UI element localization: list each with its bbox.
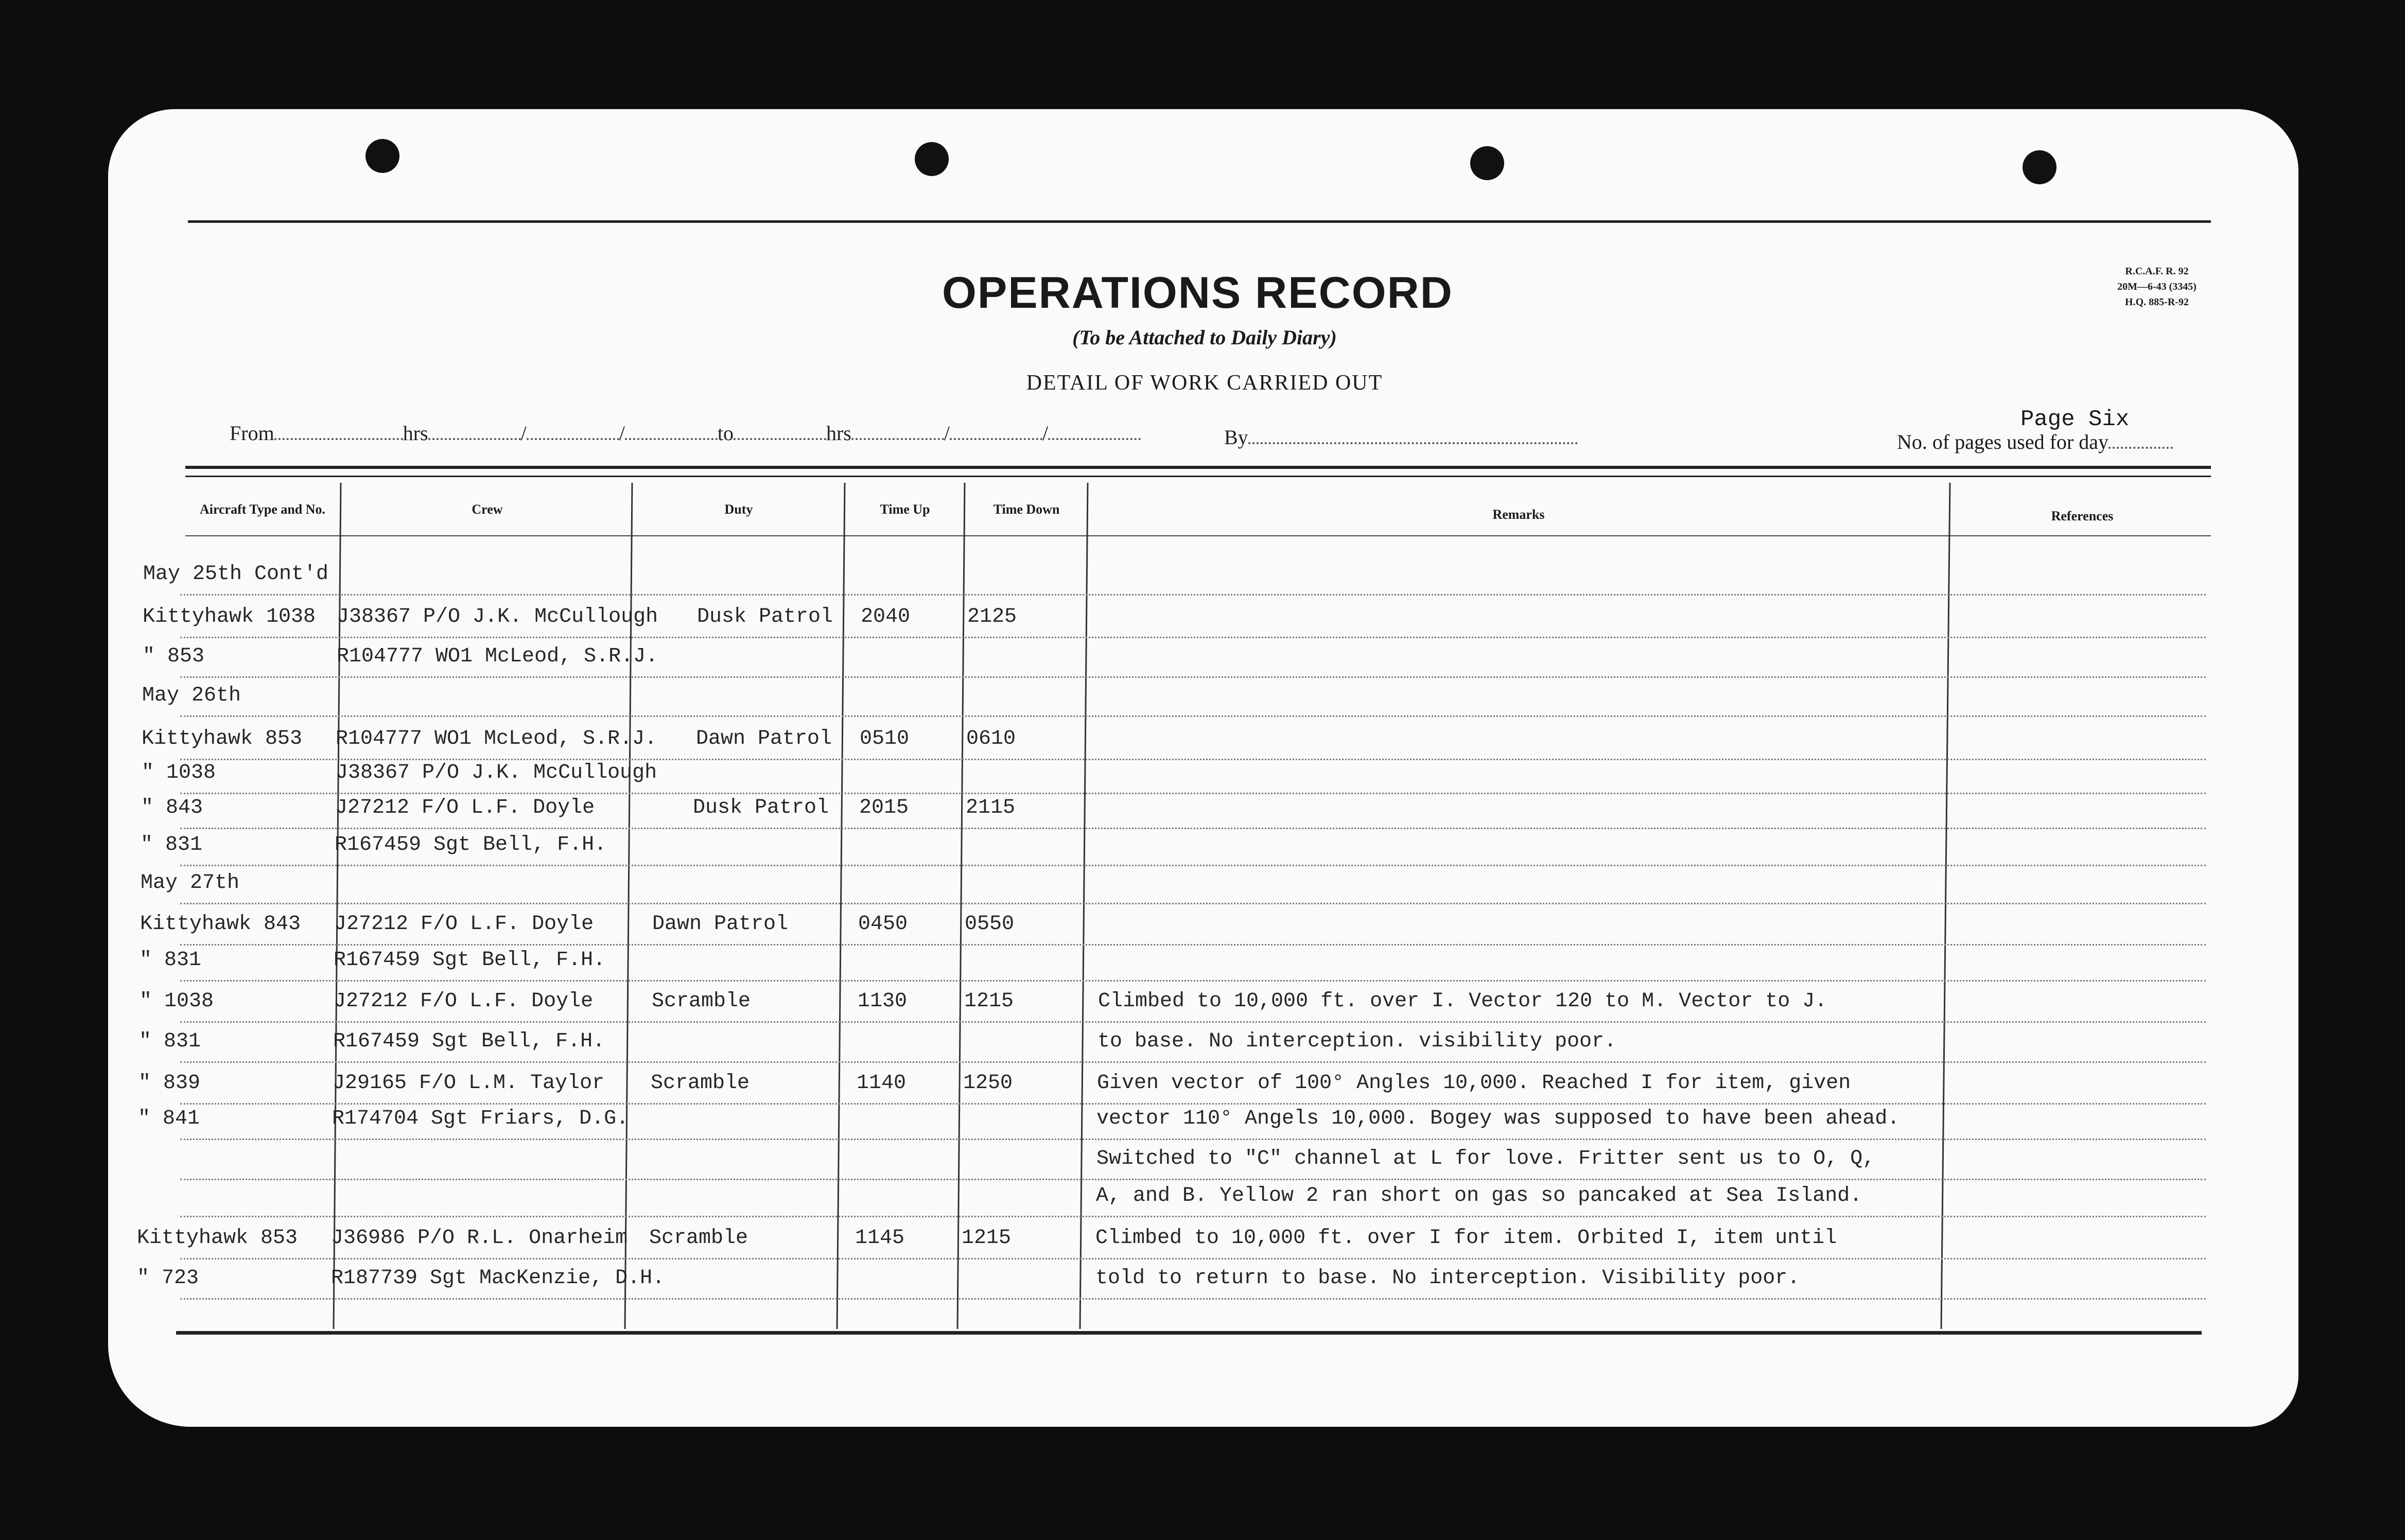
- column-header-time-down: Time Down: [993, 502, 1060, 517]
- column-header-references: References: [2051, 509, 2114, 523]
- row-dotted-rule: [180, 793, 2206, 794]
- column-header-duty: Duty: [724, 502, 753, 517]
- cell-crew: R187739 Sgt MacKenzie, D.H.: [331, 1267, 665, 1290]
- column-header-aircraft: Aircraft Type and No.: [199, 502, 326, 517]
- cell-crew: J38367 P/O J.K. McCullough: [337, 605, 658, 628]
- from-line: From hrs / / to hrs / /: [230, 421, 1141, 445]
- cell-time-down: 2125: [967, 605, 1017, 628]
- row-dotted-rule: [180, 944, 2206, 946]
- cell-aircraft: " 831: [140, 949, 202, 972]
- form-code-line: 20M—6-43 (3345): [2117, 281, 2197, 292]
- cell-remarks: Climbed to 10,000 ft. over I for item. Orbited I, item until: [1095, 1227, 1837, 1250]
- divider-duty-up: [837, 483, 845, 1329]
- row-dotted-rule: [180, 980, 2206, 982]
- cell-aircraft: Kittyhawk 853: [137, 1227, 298, 1250]
- form-code-line: R.C.A.F. R. 92: [2125, 266, 2189, 277]
- cell-crew: J27212 F/O L.F. Doyle: [335, 796, 595, 819]
- row-dotted-rule: [180, 1298, 2206, 1300]
- cell-duty: Scramble: [652, 990, 751, 1013]
- cell-crew: J36986 P/O R.L. Onarheim: [331, 1227, 628, 1250]
- column-header-remarks: Remarks: [1492, 507, 1545, 522]
- row-dotted-rule: [180, 865, 2206, 866]
- cell-time-up: 2040: [861, 605, 911, 628]
- pages-used-label: No. of pages used for day: [1897, 430, 2108, 453]
- row-dotted-rule: [180, 1179, 2206, 1180]
- row-dotted-rule: [180, 1021, 2206, 1023]
- cell-crew: R167459 Sgt Bell, F.H.: [334, 949, 606, 972]
- cell-time-up: 1140: [857, 1072, 907, 1095]
- page-subtitle: (To be Attached to Daily Diary): [1072, 326, 1337, 349]
- cell-duty: Dusk Patrol: [693, 796, 829, 819]
- hrs-label: hrs: [403, 422, 428, 445]
- column-header-crew: Crew: [472, 502, 503, 517]
- cell-aircraft: Kittyhawk 1038: [143, 605, 316, 628]
- cell-time-up: 1130: [858, 990, 908, 1013]
- cell-remarks: Switched to "C" channel at L for love. Fritter sent us to O, Q,: [1096, 1147, 1875, 1170]
- cell-aircraft: Kittyhawk 843: [140, 913, 301, 936]
- cell-aircraft: " 853: [143, 645, 205, 668]
- row-dotted-rule: [180, 1103, 2206, 1105]
- row-dotted-rule: [180, 1258, 2206, 1259]
- row-dotted-rule: [180, 1139, 2206, 1140]
- cell-aircraft: " 843: [141, 796, 203, 819]
- row-dotted-rule: [180, 715, 2206, 717]
- cell-aircraft: " 839: [138, 1072, 201, 1095]
- cell-aircraft: " 831: [141, 833, 203, 856]
- cell-crew: R104777 WO1 McLeod, S.R.J.: [336, 727, 657, 750]
- cell-crew: R167459 Sgt Bell, F.H.: [335, 833, 607, 856]
- row-dotted-rule: [180, 676, 2206, 678]
- cell-aircraft: " 841: [138, 1107, 200, 1130]
- row-dotted-rule: [180, 759, 2206, 760]
- cell-time-down: 0610: [966, 727, 1016, 750]
- cell-duty: Dusk Patrol: [697, 605, 833, 628]
- cell-time-up: 0450: [858, 913, 908, 936]
- detail-heading: DETAIL OF WORK CARRIED OUT: [1026, 371, 1383, 395]
- cell-remarks: to base. No interception. visibility poor.: [1097, 1030, 1617, 1053]
- cell-crew: J27212 F/O L.F. Doyle: [334, 990, 594, 1013]
- cell-duty: Dawn Patrol: [652, 913, 789, 936]
- cell-aircraft: May 25th Cont'd: [143, 563, 329, 586]
- cell-crew: J27212 F/O L.F. Doyle: [334, 913, 594, 936]
- divider-remarks-references: [1941, 483, 1950, 1329]
- cell-crew: J38367 P/O J.K. McCullough: [336, 761, 657, 784]
- cell-duty: Dawn Patrol: [696, 727, 832, 750]
- divider-down-remarks: [1080, 483, 1088, 1329]
- column-header-time-up: Time Up: [880, 502, 930, 517]
- cell-time-down: 1215: [962, 1227, 1012, 1250]
- cell-aircraft: " 723: [137, 1267, 199, 1290]
- cell-aircraft: " 1038: [140, 990, 214, 1013]
- cell-remarks: Given vector of 100° Angles 10,000. Reached I for item, given: [1097, 1072, 1851, 1095]
- cell-time-down: 1215: [964, 990, 1014, 1013]
- cell-aircraft: " 831: [139, 1030, 201, 1053]
- to-label: to: [717, 422, 734, 445]
- cell-remarks: A, and B. Yellow 2 ran short on gas so pancaked at Sea Island.: [1096, 1184, 1862, 1207]
- cell-time-up: 0510: [860, 727, 910, 750]
- cell-remarks: told to return to base. No interception. Visibility poor.: [1095, 1267, 1800, 1290]
- cell-time-down: 2115: [966, 796, 1016, 819]
- from-label: From: [230, 422, 274, 445]
- hrs-label: hrs: [826, 422, 851, 445]
- cell-time-down: 1250: [963, 1072, 1013, 1095]
- divider-up-down: [957, 483, 965, 1329]
- cell-duty: Scramble: [649, 1227, 748, 1250]
- cell-duty: Scramble: [651, 1072, 750, 1095]
- page-number: Page Six: [2020, 407, 2130, 432]
- page-title: OPERATIONS RECORD: [942, 268, 1453, 318]
- cell-time-up: 1145: [855, 1227, 905, 1250]
- by-label: By: [1224, 426, 1248, 449]
- cell-time-up: 2015: [859, 796, 909, 819]
- row-dotted-rule: [180, 1216, 2206, 1217]
- cell-time-down: 0550: [965, 913, 1015, 936]
- cell-crew: J29165 F/O L.M. Taylor: [333, 1072, 605, 1095]
- cell-aircraft: May 27th: [141, 871, 240, 895]
- row-dotted-rule: [180, 1061, 2206, 1063]
- cell-aircraft: May 26th: [142, 684, 241, 707]
- cell-crew: R104777 WO1 McLeod, S.R.J.: [337, 645, 658, 668]
- cell-aircraft: Kittyhawk 853: [142, 727, 303, 750]
- row-dotted-rule: [180, 637, 2206, 638]
- cell-crew: R167459 Sgt Bell, F.H.: [333, 1030, 605, 1053]
- cell-remarks: vector 110° Angels 10,000. Bogey was supposed to have been ahead.: [1096, 1107, 1900, 1130]
- cell-remarks: Climbed to 10,000 ft. over I. Vector 120 to M. Vector to J.: [1098, 990, 1827, 1013]
- form-code-line: H.Q. 885-R-92: [2125, 296, 2189, 308]
- row-dotted-rule: [180, 594, 2206, 596]
- row-dotted-rule: [180, 828, 2206, 829]
- row-dotted-rule: [180, 903, 2206, 904]
- cell-aircraft: " 1038: [142, 761, 216, 784]
- cell-crew: R174704 Sgt Friars, D.G.: [332, 1107, 629, 1130]
